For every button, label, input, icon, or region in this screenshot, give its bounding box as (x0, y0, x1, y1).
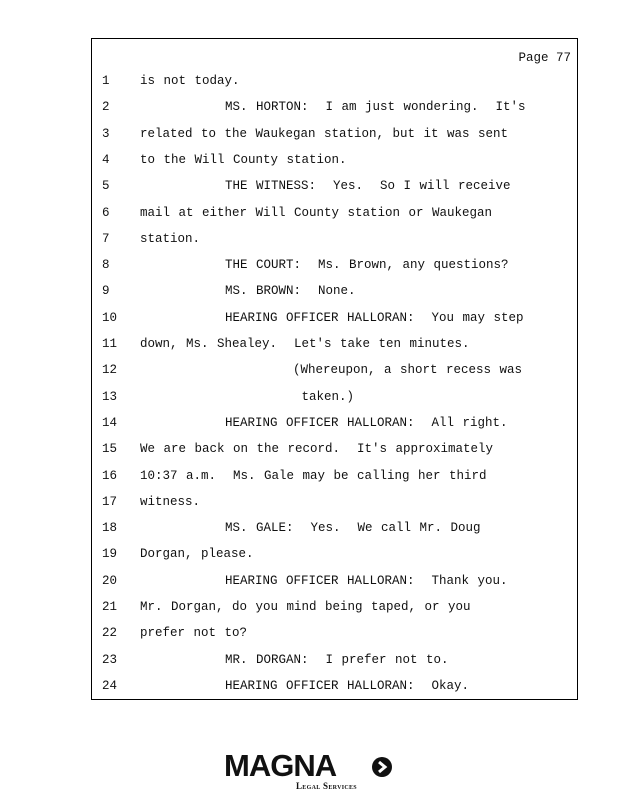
transcript-line (92, 258, 577, 276)
line-number: 8 (102, 258, 110, 273)
line-text: THE COURT: Ms. Brown, any questions? (140, 258, 509, 273)
transcript-line (92, 74, 577, 92)
line-text: taken.) (140, 389, 355, 404)
line-text: mail at either Will County station or Waukegan (140, 205, 493, 220)
line-text: Dorgan, please. (140, 547, 254, 562)
transcript-line (92, 495, 577, 513)
line-number: 13 (102, 389, 118, 404)
transcript-line (92, 179, 577, 197)
line-number: 2 (102, 100, 110, 115)
transcript-line (92, 232, 577, 250)
line-number: 7 (102, 231, 110, 246)
line-text: MR. DORGAN: I prefer not to. (140, 652, 449, 667)
transcript-line (92, 679, 577, 697)
transcript-line (92, 600, 577, 618)
line-number: 22 (102, 626, 118, 641)
line-number: 18 (102, 521, 118, 536)
transcript-line (92, 363, 577, 381)
line-text: witness. (140, 494, 201, 509)
line-text: (Whereupon, a short recess was (140, 363, 523, 378)
line-number: 10 (102, 310, 118, 325)
line-number: 16 (102, 468, 118, 483)
transcript-line (92, 284, 577, 302)
line-number: 12 (102, 363, 118, 378)
line-number: 5 (102, 179, 110, 194)
line-text: HEARING OFFICER HALLORAN: You may step (140, 310, 524, 325)
transcript-line (92, 469, 577, 487)
transcript-line (92, 442, 577, 460)
line-number: 21 (102, 600, 118, 614)
line-text: 10:37 a.m. Ms. Gale may be calling her third (140, 468, 487, 483)
line-number: 23 (102, 652, 118, 667)
line-text: related to the Waukegan station, but it was sent (140, 126, 509, 141)
line-number: 6 (102, 205, 110, 220)
line-text: is not today. (140, 74, 240, 88)
line-number: 19 (102, 547, 118, 562)
transcript-line (92, 653, 577, 671)
line-text: prefer not to? (140, 626, 248, 641)
line-number: 3 (102, 126, 110, 141)
transcript-line (92, 100, 577, 118)
line-text: Mr. Dorgan, do you mind being taped, or you (140, 600, 471, 614)
logo-tagline: Legal Services (296, 781, 357, 791)
line-text: We are back on the record. It's approximately (140, 442, 494, 457)
line-text: THE WITNESS: Yes. So I will receive (140, 179, 511, 194)
line-text: down, Ms. Shealey. Let's take ten minutes. (140, 337, 470, 351)
line-text: HEARING OFFICER HALLORAN: Okay. (140, 678, 470, 693)
line-text: station. (140, 231, 201, 246)
line-number: 17 (102, 494, 118, 509)
line-text: MS. GALE: Yes. We call Mr. Doug (140, 521, 481, 536)
transcript-line (92, 127, 577, 145)
line-number: 14 (102, 415, 118, 430)
transcript-line (92, 416, 577, 434)
line-number: 20 (102, 573, 118, 588)
line-number: 1 (102, 74, 110, 88)
transcript-line (92, 390, 577, 408)
line-number: 24 (102, 678, 118, 693)
transcript-line (92, 547, 577, 565)
line-text: HEARING OFFICER HALLORAN: Thank you. (140, 573, 508, 588)
magna-logo (224, 750, 399, 792)
transcript-line (92, 337, 577, 355)
line-number: 9 (102, 284, 110, 299)
chevron-right-circle-icon (371, 756, 393, 778)
page-number: Page 77 (518, 51, 571, 65)
transcript-line (92, 153, 577, 171)
transcript-line (92, 626, 577, 644)
transcript-line (92, 311, 577, 329)
transcript-line (92, 521, 577, 539)
line-text: MS. BROWN: None. (140, 284, 356, 299)
line-number: 11 (102, 337, 118, 351)
line-text: MS. HORTON: I am just wondering. It's (140, 100, 526, 115)
transcript-page (91, 38, 578, 700)
line-number: 15 (102, 442, 118, 457)
logo-wordmark: MAGNA (224, 748, 337, 783)
line-text: to the Will County station. (140, 152, 347, 167)
transcript-line (92, 206, 577, 224)
line-number: 4 (102, 152, 110, 167)
line-text: HEARING OFFICER HALLORAN: All right. (140, 415, 508, 430)
transcript-line (92, 574, 577, 592)
